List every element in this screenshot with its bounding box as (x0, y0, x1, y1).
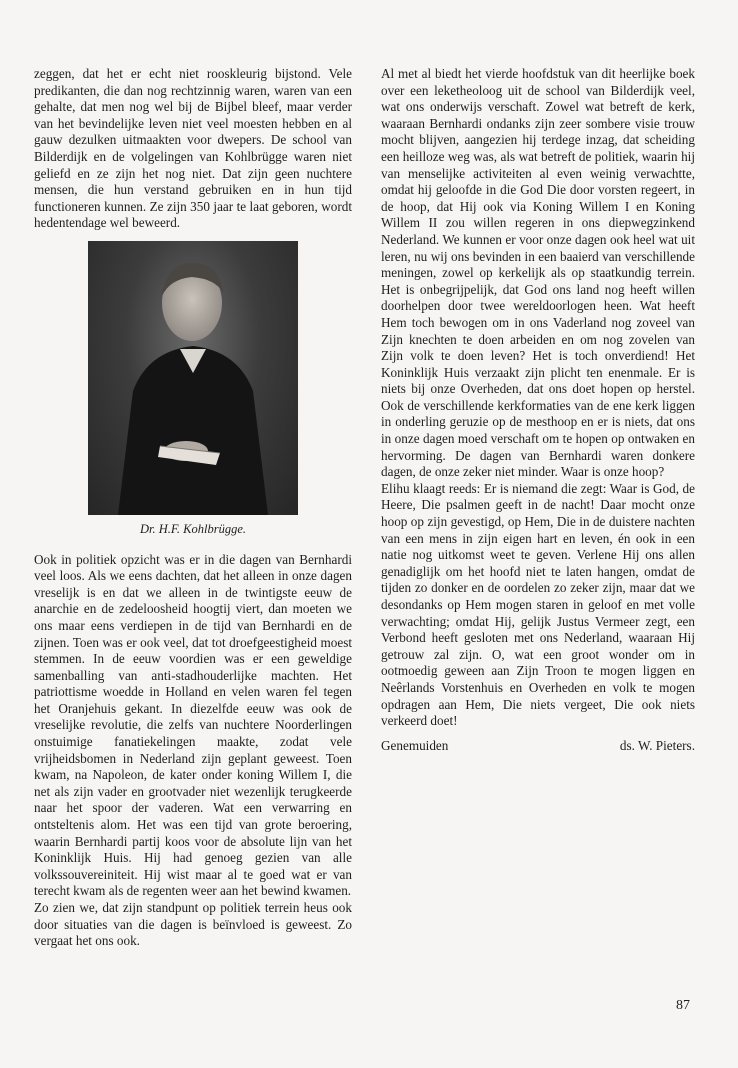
right-paragraph-1: Al met al biedt het vierde hoofdstuk van dit heerlijke boek over een leketheoloog uit de school van Bilderdijk veel, wat ons onderwijs verschaft. Zowel wat betreft de kerk, waaraan Bernhardi ondanks zijn zeer sombere visie trouw mocht blijven, aangezien hij terdege inzag, dat scheiding een heilloze weg was, als wat betreft de politiek, waarin hij van menselijke activiteiten al even weinig verwachtte, omdat hij geloofde in die God Die door vorsten regeert, in de hoop, dat Hij ook via Koning Willem I en Koning Willem II zou willen regeren in ons diepwegzinkend Nederland. We kunnen er voor onze dagen ook heel wat uit leren, nu wij ons bevinden in een baaierd van verschillende meningen, zowel op kerkelijk als op staatkundig terrein. Het is onbegrijpelijk, dat God ons land nog heeft willen doorhelpen door twee wereldoorlogen heen. Wat heeft Hem toch bewogen om in ons Vaderland nog zoveel van Zijn knechten te doen arbeiden en om nog zovelen van Zijn volk te doen leven? Het is toch onverdiend! Het Koninklijk Huis verzaakt zijn plicht ten enenmale. Er is niets bij onze Overheden, dat ons doet hopen op herstel. Ook de verschillende kerkformaties van de ene kerk liggen in onderling geruzie op de mesthoop en er is niets, dat ons in onze dagen moed verschaft om te hopen op ontwaken en hervorming. De dagen van Bernhardi waren donkere dagen, de onze zeker niet minder. Waar is onze hoop? (381, 66, 695, 480)
right-column (381, 66, 695, 730)
left-column (34, 66, 352, 950)
signoff (381, 738, 695, 754)
portrait-figure (88, 241, 298, 538)
right-paragraph-2: Elihu klaagt reeds: Er is niemand die zegt: Waar is God, de Heere, Die psalmen geeft in de nacht! Daar mocht onze hoop op zijn gevestigd, op Hem, Die in de duistere nachten van een mens in zijn eigen hart en leven, én ook in een natie nog uitkomst weet te geven. Verlene Hij ons allen genadiglijk om het hoofd niet te laten hangen, omdat de tijden zo donker en de oordelen zo zeker zijn, maar dat we desondanks op Hem mogen staren in geloof en met volle verwachting; omdat Hij, gelijk Justus Vermeer zegt, een Verbond heeft gesloten met ons Nederland, waaraan Hij getrouw zal zijn. O, wat een groot wonder om in ootmoedig geween aan Zijn Troon te mogen liggen en Neêrlands Vorstenhuis en Overheden en volk te mogen opdragen aan Hem, Die niets vergeet, Die ook niets verkeerd doet! (381, 480, 695, 729)
figure-caption: Dr. H.F. Kohlbrügge. (139, 521, 247, 536)
page-number: 87 (676, 998, 690, 1013)
left-paragraph-3: Zo zien we, dat zijn standpunt op politiek terrein heus ook door situaties van die dagen is beïnvloed is geweest. Zo vergaat het ons ook. (34, 900, 352, 949)
portrait-illustration (88, 241, 298, 515)
left-paragraph-2: Ook in politiek opzicht was er in die dagen van Bernhardi veel loos. Als we eens dachten, dat het alleen in onze dagen vreselijk is en dat we alleen in de twintigste eeuw de anarchie en de zedeloosheid hoogtij viert, dan moeten we ons maar eens verdiepen in de tijd van Bernhardi en de zijnen. Toen was er ook veel, dat tot droefgeestigheid moest stemmen. In de eeuw voordien was er een geweldige samenballing van anti-stadhouderlijke machten. Het patriottisme woedde in Holland en velen waren fel tegen het Oranjehuis gekant. In diezelfde eeuw was ook de vreselijke revolutie, die zelfs van nuchtere Noorderlingen onstuimige fanatiekelingen maakte, zodat vele vrijheidsbomen in Nederland zijn geplant geweest. Toen kwam, na Napoleon, de kater onder koning Willem I, die net als zijn vader en grootvader niet wezenlijk terugkeerde naar het spoor der vaderen. Wat een verwarring en ontsteltenis alom. Het was een tijd van grote beroering, waarin Bernhardi partij koos voor de absolute lijn van het Koninklijk Huis. Hij had genoeg gezien van alle volkssouvereiniteit. Hij wist maar al te goed wat er van terecht kwam als de regenten weer aan het bewind kwamen. (34, 551, 352, 899)
left-paragraph-1: zeggen, dat het er echt niet rooskleurig bijstond. Vele predikanten, die dan nog rechtzinnig waren, waren van een gehalte, dat men nog wel bij de Bijbel bleef, maar verder van het bevindelijke leven niet veel moesten hebben en al gauw dezulken uitmaakten voor dwepers. De school van Bilderdijk en de volgelingen van Kohlbrügge waren niet geliefd en ze zijn het nog niet. Dat zijn geen nuchtere mensen, die hun verstand gebruiken en in hun tijd functioneren kunnen. Ze zijn 350 jaar te laat geboren, wordt hedentendage wel beweerd. (34, 66, 352, 231)
portrait-photo (88, 241, 298, 515)
signoff-author: ds. W. Pieters. (619, 738, 695, 753)
signoff-place: Genemuiden (381, 738, 449, 753)
